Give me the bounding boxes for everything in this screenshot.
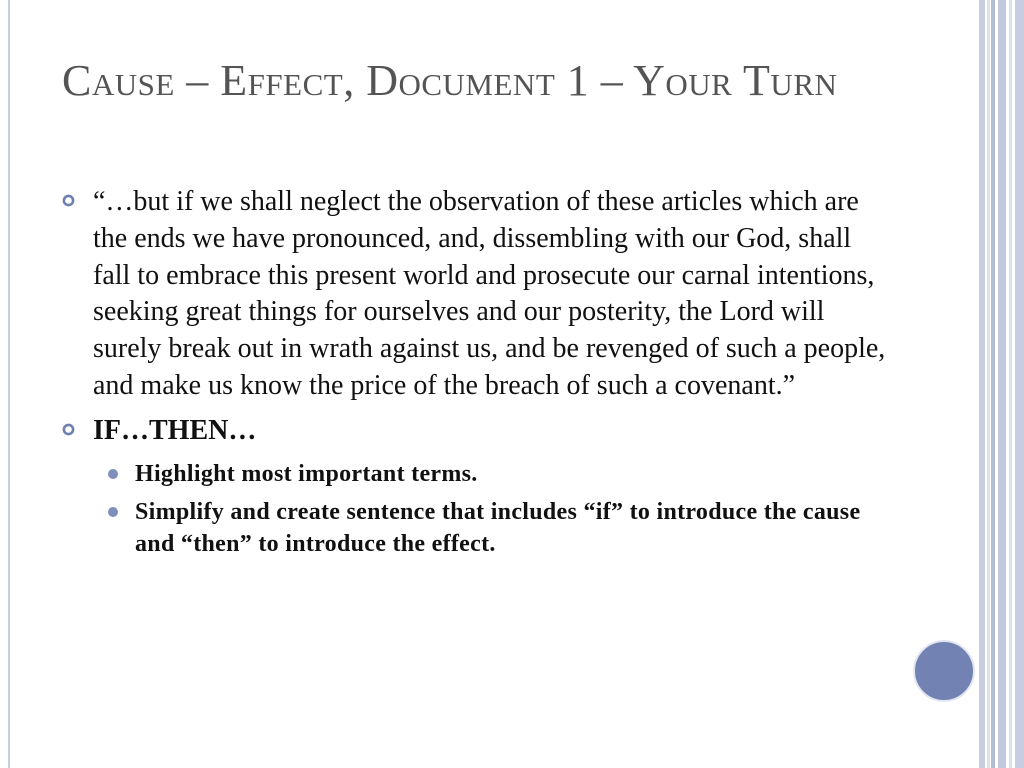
if-then-heading: IF…THEN… (93, 414, 257, 446)
subitem-highlight (135, 458, 892, 490)
subitem-simplify (135, 496, 892, 560)
right-stripe (979, 0, 985, 768)
right-stripe (987, 0, 990, 768)
left-border-rule (8, 0, 10, 768)
subitem-text: Simplify and create sentence that includes “if” to introduce the cause and “then” to introduce the effect. (135, 498, 861, 557)
circle-decoration-icon (913, 640, 975, 702)
slide-body (62, 184, 892, 566)
right-stripe (1015, 0, 1024, 768)
bullet-item-quote (62, 184, 892, 405)
quote-text: “…but if we shall neglect the observation of these articles which are the ends we have pronounced, and, dissembling with our God, shall fall to embrace this present world and prosecute our carnal intentions, seeking great things for ourselves and our posterity, the Lord will surely break out in wrath against us, and be revenged of such a people, and make us know the price of the breach of such a covenant.” (93, 186, 886, 401)
right-stripe (991, 0, 995, 768)
slide-title: Cause – Effect, Document 1 – Your Turn (62, 56, 838, 105)
dot-bullet-icon (108, 507, 118, 517)
ring-bullet-icon (62, 423, 75, 436)
subitem-text: Highlight most important terms. (135, 460, 478, 487)
right-stripe (1009, 0, 1012, 768)
dot-bullet-icon (108, 469, 118, 479)
ring-bullet-icon (62, 194, 75, 207)
right-stripe (998, 0, 1006, 768)
bullet-item-if-then (62, 413, 892, 450)
